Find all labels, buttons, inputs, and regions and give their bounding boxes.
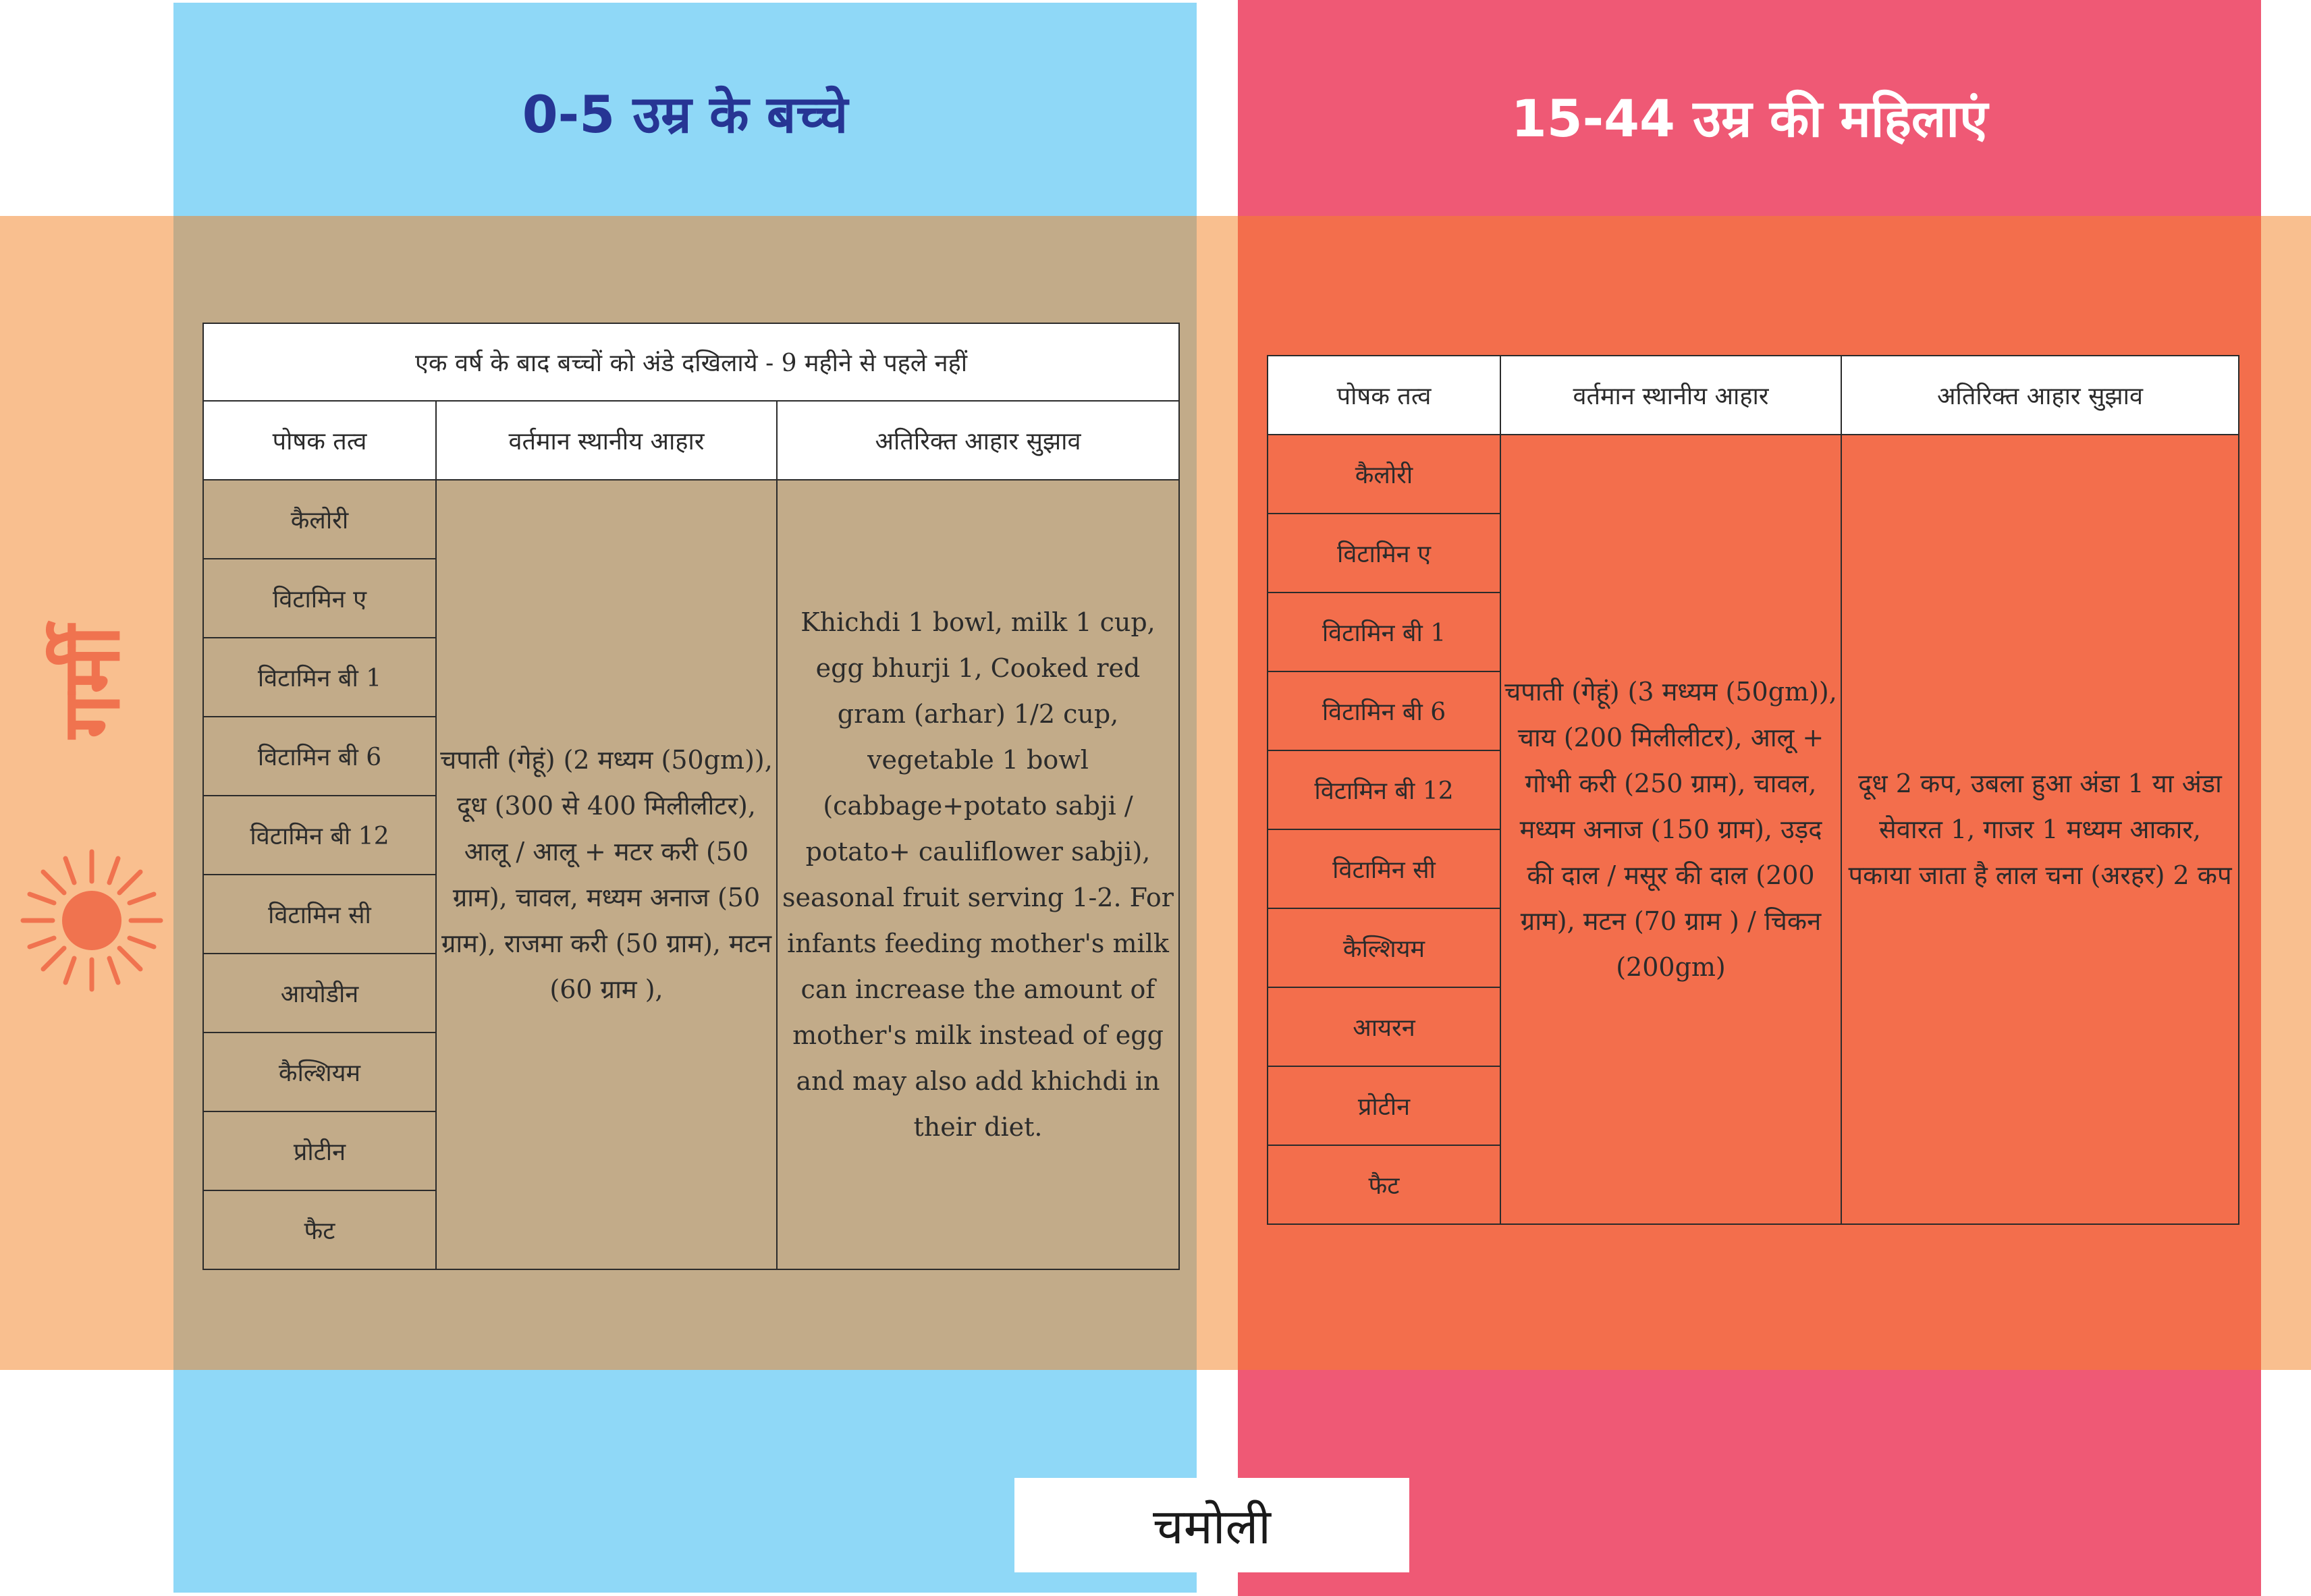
- sun-icon: [20, 849, 163, 992]
- column-header-suggestion: अतिरिक्त आहार सुझाव: [777, 401, 1179, 480]
- nutrient-cell: कैलोरी: [1268, 435, 1500, 514]
- suggestion-cell: दूध 2 कप, उबला हुआ अंडा 1 या अंडा सेवारत 1, गाजर 1 मध्यम आकार, पकाया जाता है लाल चना (अरहर) 2 कप: [1841, 435, 2239, 1224]
- column-header-current-diet: वर्तमान स्थानीय आहार: [1500, 356, 1841, 435]
- current-diet-cell: चपाती (गेहूं) (2 मध्यम (50gm)), दूध (300 से 400 मिलीलीटर), आलू / आलू + मटर करी (50 ग्राम), चावल, मध्यम अनाज (50 ग्राम), राजमा करी (50 ग्राम), मटन (60 ग्राम ),: [436, 480, 777, 1269]
- nutrient-cell: विटामिन बी 1: [203, 638, 436, 717]
- nutrient-cell: विटामिन ए: [203, 559, 436, 638]
- column-header-nutrient: पोषक तत्व: [203, 401, 436, 480]
- nutrient-cell: आयरन: [1268, 987, 1500, 1066]
- nutrient-cell: विटामिन बी 12: [1268, 750, 1500, 829]
- current-diet-cell: चपाती (गेहूं) (3 मध्यम (50gm)), चाय (200 मिलीलीटर), आलू + गोभी करी (250 ग्राम), चावल, मध्यम अनाज (150 ग्राम), उड़द की दाल / मसूर की दाल (200 ग्राम), मटन (70 ग्राम ) / चिकन (200gm): [1500, 435, 1841, 1224]
- nutrient-cell: विटामिन बी 1: [1268, 593, 1500, 671]
- nutrient-cell: कैल्शियम: [1268, 908, 1500, 987]
- nutrient-cell: कैल्शियम: [203, 1033, 436, 1111]
- season-label: [40, 594, 138, 769]
- nutrient-cell: विटामिन सी: [203, 875, 436, 954]
- nutrient-cell: विटामिन ए: [1268, 514, 1500, 593]
- district-label: [1014, 1478, 1409, 1572]
- column-header-nutrient: पोषक तत्व: [1268, 356, 1500, 435]
- column-header-suggestion: अतिरिक्त आहार सुझाव: [1841, 356, 2239, 435]
- season-label-text: गर्मी: [44, 625, 138, 738]
- column-header-current-diet: वर्तमान स्थानीय आहार: [436, 401, 777, 480]
- nutrient-cell: फैट: [1268, 1145, 1500, 1224]
- children-note: एक वर्ष के बाद बच्चों को अंडे दखिलाये - 9 महीने से पहले नहीं: [203, 323, 1179, 401]
- nutrient-cell: आयोडीन: [203, 954, 436, 1033]
- children-diet-table: [202, 323, 1180, 1270]
- children-heading: 0-5 उम्र के बच्चे: [522, 84, 848, 144]
- suggestion-cell: Khichdi 1 bowl, milk 1 cup, egg bhurji 1, Cooked red gram (arhar) 1/2 cup, vegetable 1 bowl (cabbage+potato sabji / potato+ cauliflower sabji), seasonal fruit serving 1-2. For infants feeding mother's milk can increase the amount of mother's milk instead of egg and may also add khichdi in their diet.: [777, 480, 1179, 1269]
- district-name: चमोली: [1153, 1498, 1271, 1555]
- nutrient-cell: विटामिन बी 12: [203, 796, 436, 875]
- nutrient-cell: कैलोरी: [203, 480, 436, 559]
- nutrient-cell: फैट: [203, 1190, 436, 1269]
- nutrient-cell: विटामिन बी 6: [1268, 671, 1500, 750]
- nutrient-cell: विटामिन बी 6: [203, 717, 436, 796]
- nutrient-cell: प्रोटीन: [1268, 1066, 1500, 1145]
- women-heading: 15-44 उम्र की महिलाएं: [1511, 88, 1988, 148]
- nutrient-cell: प्रोटीन: [203, 1111, 436, 1190]
- women-diet-table: [1267, 355, 2239, 1225]
- nutrient-cell: विटामिन सी: [1268, 829, 1500, 908]
